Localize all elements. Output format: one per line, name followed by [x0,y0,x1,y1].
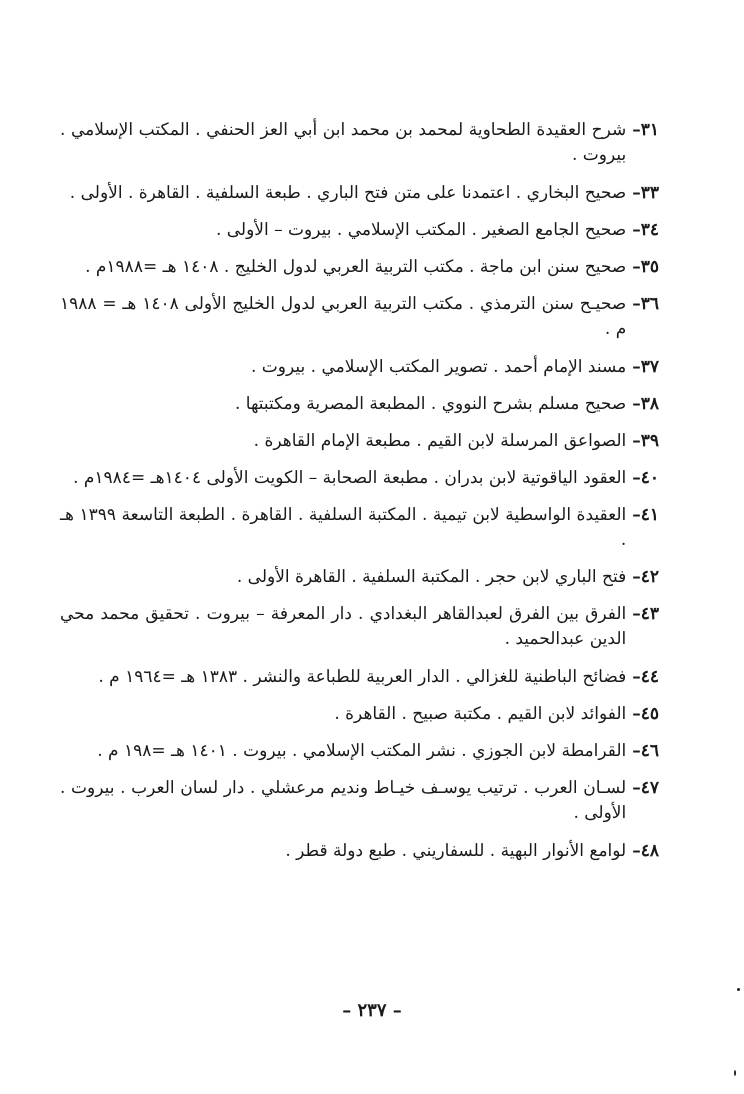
reference-number: ٤٥– [632,704,659,724]
reference-number: ٤٤– [632,667,659,687]
page-number: – ٢٣٧ – [342,1000,402,1021]
reference-entry-45 [60,702,659,727]
reference-number: ٤١– [632,505,659,525]
reference-text: العقيدة الواسطية لابن تيمية . المكتبة السلفية . القاهرة . الطبعة التاسعة ١٣٩٩ هـ . [60,505,627,550]
reference-number: ٤٢– [632,567,659,587]
reference-number: ٣٩– [632,431,659,451]
reference-text: شرح العقيدة الطحاوية لمحمد بن محمد ابن أبي العز الحنفي . المكتب الإسلامي . بيروت . [60,120,627,165]
reference-entry-40 [60,466,659,491]
references-list [60,118,659,876]
reference-number: ٣٤– [632,220,659,240]
reference-entry-31 [60,118,659,168]
reference-number: ٤٦– [632,741,659,761]
reference-entry-36 [60,292,659,342]
reference-text: صحيح سنن ابن ماجة . مكتب التربية العربي لدول الخليج . ١٤٠٨ هـ =١٩٨٨م . [85,257,627,277]
reference-entry-33 [60,181,659,206]
scan-speck [737,988,740,991]
reference-number: ٣٦– [632,294,659,314]
reference-number: ٤٨– [632,841,659,861]
reference-entry-46 [60,739,659,764]
reference-number: ٣٥– [632,257,659,277]
reference-text: لسـان العرب . ترتيب يوسـف خيـاط ونديم مرعشلي . دار لسان العرب . بيروت . الأولى . [60,778,627,823]
reference-entry-39 [60,429,659,454]
reference-text: صحيح الجامع الصغير . المكتب الإسلامي . بيروت – الأولى . [215,220,627,240]
reference-text: فضائح الباطنية للغزالي . الدار العربية للطباعة والنشر . ١٣٨٣ هـ =١٩٦٤ م . [98,667,627,687]
reference-entry-43 [60,602,659,652]
reference-entry-42 [60,565,659,590]
scan-speck [734,1070,736,1076]
reference-text: مسند الإمام أحمد . تصوير المكتب الإسلامي . بيروت . [251,357,627,377]
reference-number: ٣٣– [632,183,659,203]
reference-entry-41 [60,503,659,553]
reference-number: ٣١– [632,120,659,140]
reference-text: الفوائد لابن القيم . مكتبة صبيح . القاهرة . [334,704,627,724]
reference-entry-48 [60,839,659,864]
reference-entry-38 [60,392,659,417]
reference-text: صحيـح سنن الترمذي . مكتب التربية العربي لدول الخليج الأولى ١٤٠٨ هـ = ١٩٨٨ م . [60,294,627,339]
reference-text: لوامع الأنوار البهية . للسفاريني . طبع دولة قطر . [285,841,627,861]
reference-entry-44 [60,665,659,690]
reference-entry-47 [60,776,659,826]
reference-text: القرامطة لابن الجوزي . نشر المكتب الإسلامي . بيروت . ١٤٠١ هـ =١٩٨ م . [97,741,627,761]
reference-number: ٤٠– [632,468,659,488]
reference-number: ٤٣– [632,604,659,624]
reference-number: ٣٧– [632,357,659,377]
reference-entry-34 [60,218,659,243]
reference-number: ٣٨– [632,394,659,414]
reference-text: الصواعق المرسلة لابن القيم . مطبعة الإمام القاهرة . [253,431,627,451]
reference-entry-35 [60,255,659,280]
reference-number: ٤٧– [632,778,659,798]
reference-entry-37 [60,355,659,380]
reference-text: الفرق بين الفرق لعبدالقاهر البغدادي . دار المعرفة – بيروت . تحقيق محمد محي الدين عبدالحميد . [60,604,627,649]
reference-text: فتح الباري لابن حجر . المكتبة السلفية . القاهرة الأولى . [236,567,627,587]
reference-text: صحيح مسلم بشرح النووي . المطبعة المصرية ومكتبتها . [234,394,627,414]
reference-text: صحيح البخاري . اعتمدنا على متن فتح الباري . طبعة السلفية . القاهرة . الأولى . [69,183,627,203]
reference-text: العقود الياقوتية لابن بدران . مطبعة الصحابة – الكويت الأولى ١٤٠٤هـ =١٩٨٤م . [73,468,627,488]
